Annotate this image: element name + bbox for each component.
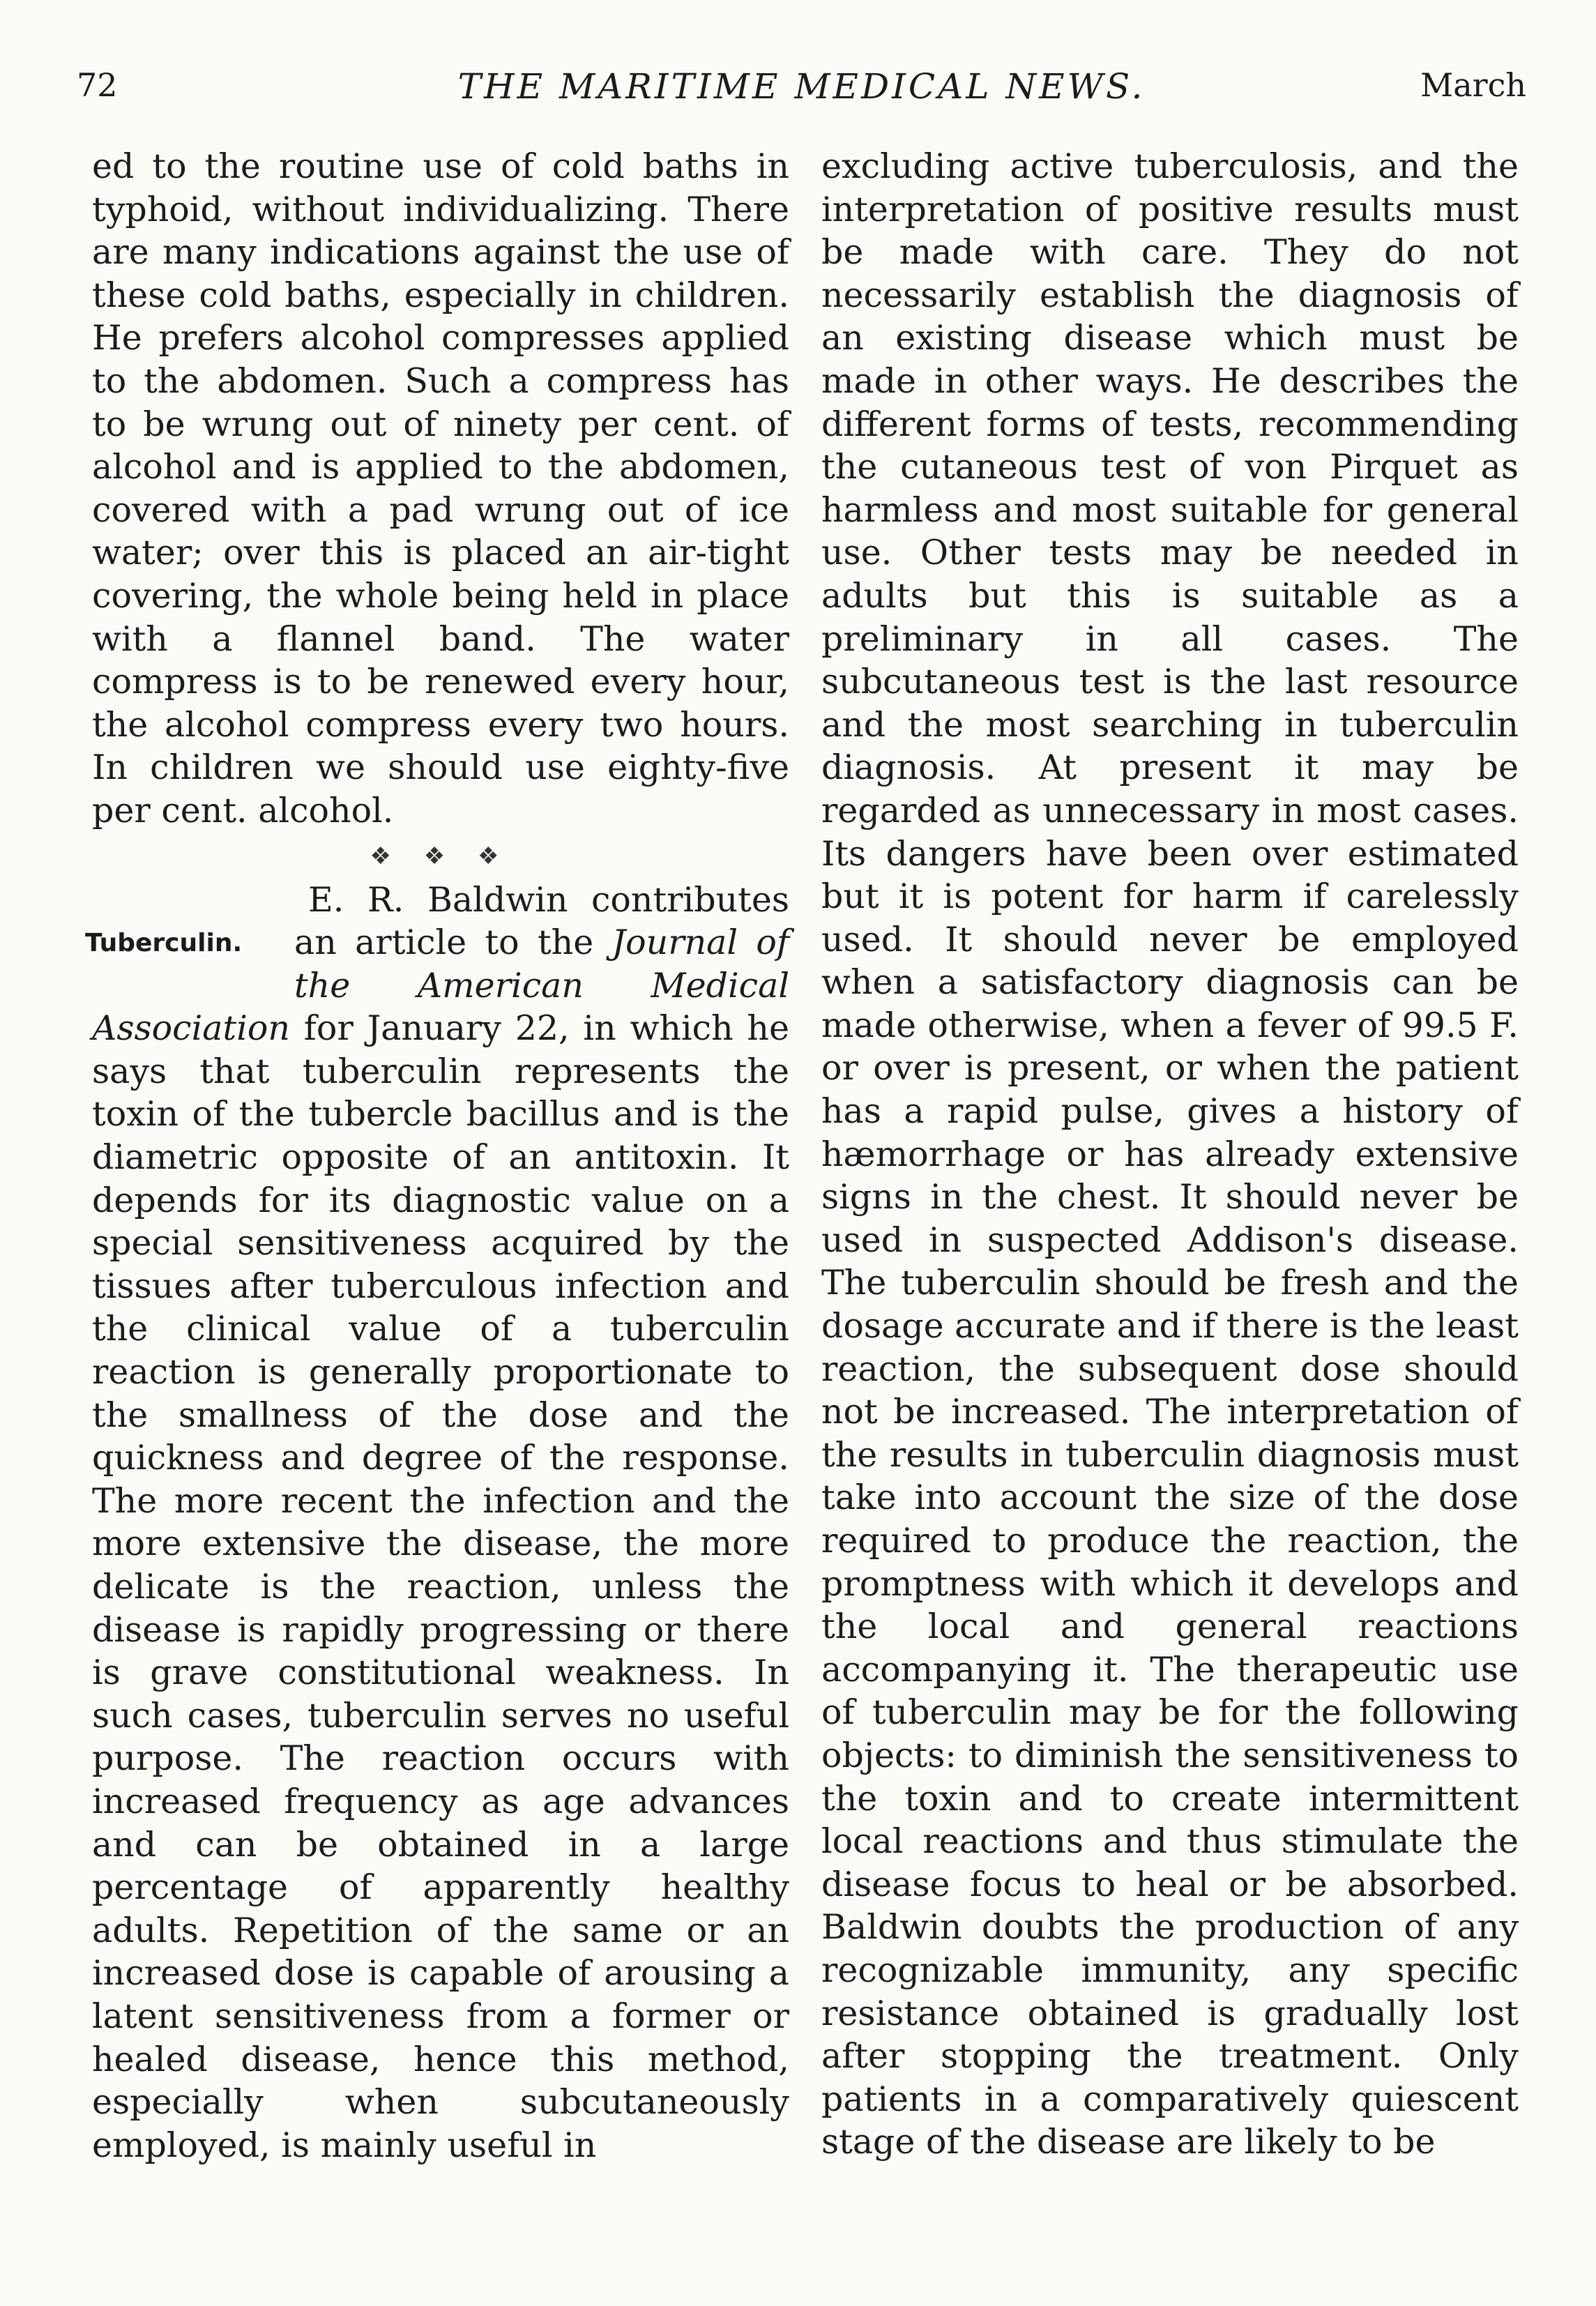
tuberculin-continued-paragraph: excluding active tuberculosis, and the interpretation of positive results must be made with care. They do not necessarily establish the diagnosis of an existing disease which must be made in other ways. He describes the different forms of tests, recommending the cutaneous test of von Pirquet as harmless and most suitable for general use. Other tests may be needed in adults but this is suitable as a preliminary in all cases. The subcutaneous test is the last resource and the most searching in tuberculin diagnosis. At present it may be regarded as unnecessary in most cases. Its dangers have been over estimated but it is potent for harm if carelessly used. It should never be employed when a satisfactory diagnosis can be made otherwise, when a fever of 99.5 F. or over is present, or when the patient has a rapid pulse, gives a history of hæmorrhage or has already extensive signs in the chest. It should never be used in suspected Addison's disease. The tuberculin should be fresh and the dosage accurate and if there is the least reaction, the subsequent dose should not be increased. The interpretation of the results in tuberculin diagnosis must take into account the size of the dose required to produce the reaction, the promptness with which it develops and the local and general reactions accompanying it. The therapeutic use of tuberculin may be for the following objects: to diminish the sensitiveness to the toxin and to create intermittent local reactions and thus stimulate the disease focus to heal or be absorbed. Baldwin doubts the production of any recognizable immunity, any specific resistance obtained is gradually lost after stopping the treatment. Only patients in a comparatively quiescent stage of the disease are likely to be xyxy=(821,146,1519,2162)
right-column xyxy=(821,145,1519,2164)
tuberculin-section xyxy=(85,879,789,2167)
cold-baths-paragraph: ed to the routine use of cold baths in typhoid, without individualizing. There are many indications against the use of these cold baths, especially in children. He prefers alcohol compresses applied to the abdomen. Such a compress has to be wrung out of ninety per cent. of alcohol and is applied to the abdomen, covered with a pad wrung out of ice water; over this is placed an air-tight covering, the whole being held in place with a flannel band. The water compress is to be renewed every hour, the alcohol compress every two hours. In children we should use eighty-five per cent. alcohol. xyxy=(92,146,789,830)
page-header xyxy=(77,66,1526,122)
issue-month: March xyxy=(1420,66,1526,104)
tuberculin-body: for January 22, in which he says that tuberculin represents the toxin of the tubercle bacillus and is the diametric opposite of an antitoxin. It depends for its diagnostic value on a special sensitiveness acquired by the tissues after tuberculous infection and the clinical value of a tuberculin reaction is generally proportionate to the smallness of the dose and the quickness and degree of the response. The more recent the infection and the more extensive the disease, the more delicate is the reaction, unless the disease is rapidly progressing or there is grave constitutional weakness. In such cases, tuberculin serves no useful purpose. The reaction occurs with increased frequency as age advances and can be obtained in a large percentage of apparently healthy adults. Repetition of the same or an increased dose is capable of arousing a latent sensitiveness from a former or healed disease, hence this method, especially when subcutaneously employed, is mainly useful in xyxy=(92,1008,789,2165)
section-ornament: ❖ ❖ ❖ xyxy=(370,842,512,870)
tuberculin-side-label: Tuberculin. xyxy=(85,928,243,957)
page-number: 72 xyxy=(77,66,118,104)
tuberculin-lead: E. R. Baldwin contributes an article to the xyxy=(294,879,789,963)
tuberculin-paragraph xyxy=(92,879,789,2167)
journal-title: THE MARITIME MEDICAL NEWS. xyxy=(457,66,1146,107)
left-column xyxy=(85,145,789,2167)
journal-citation: Journal of the American Medical Association xyxy=(92,923,789,1049)
